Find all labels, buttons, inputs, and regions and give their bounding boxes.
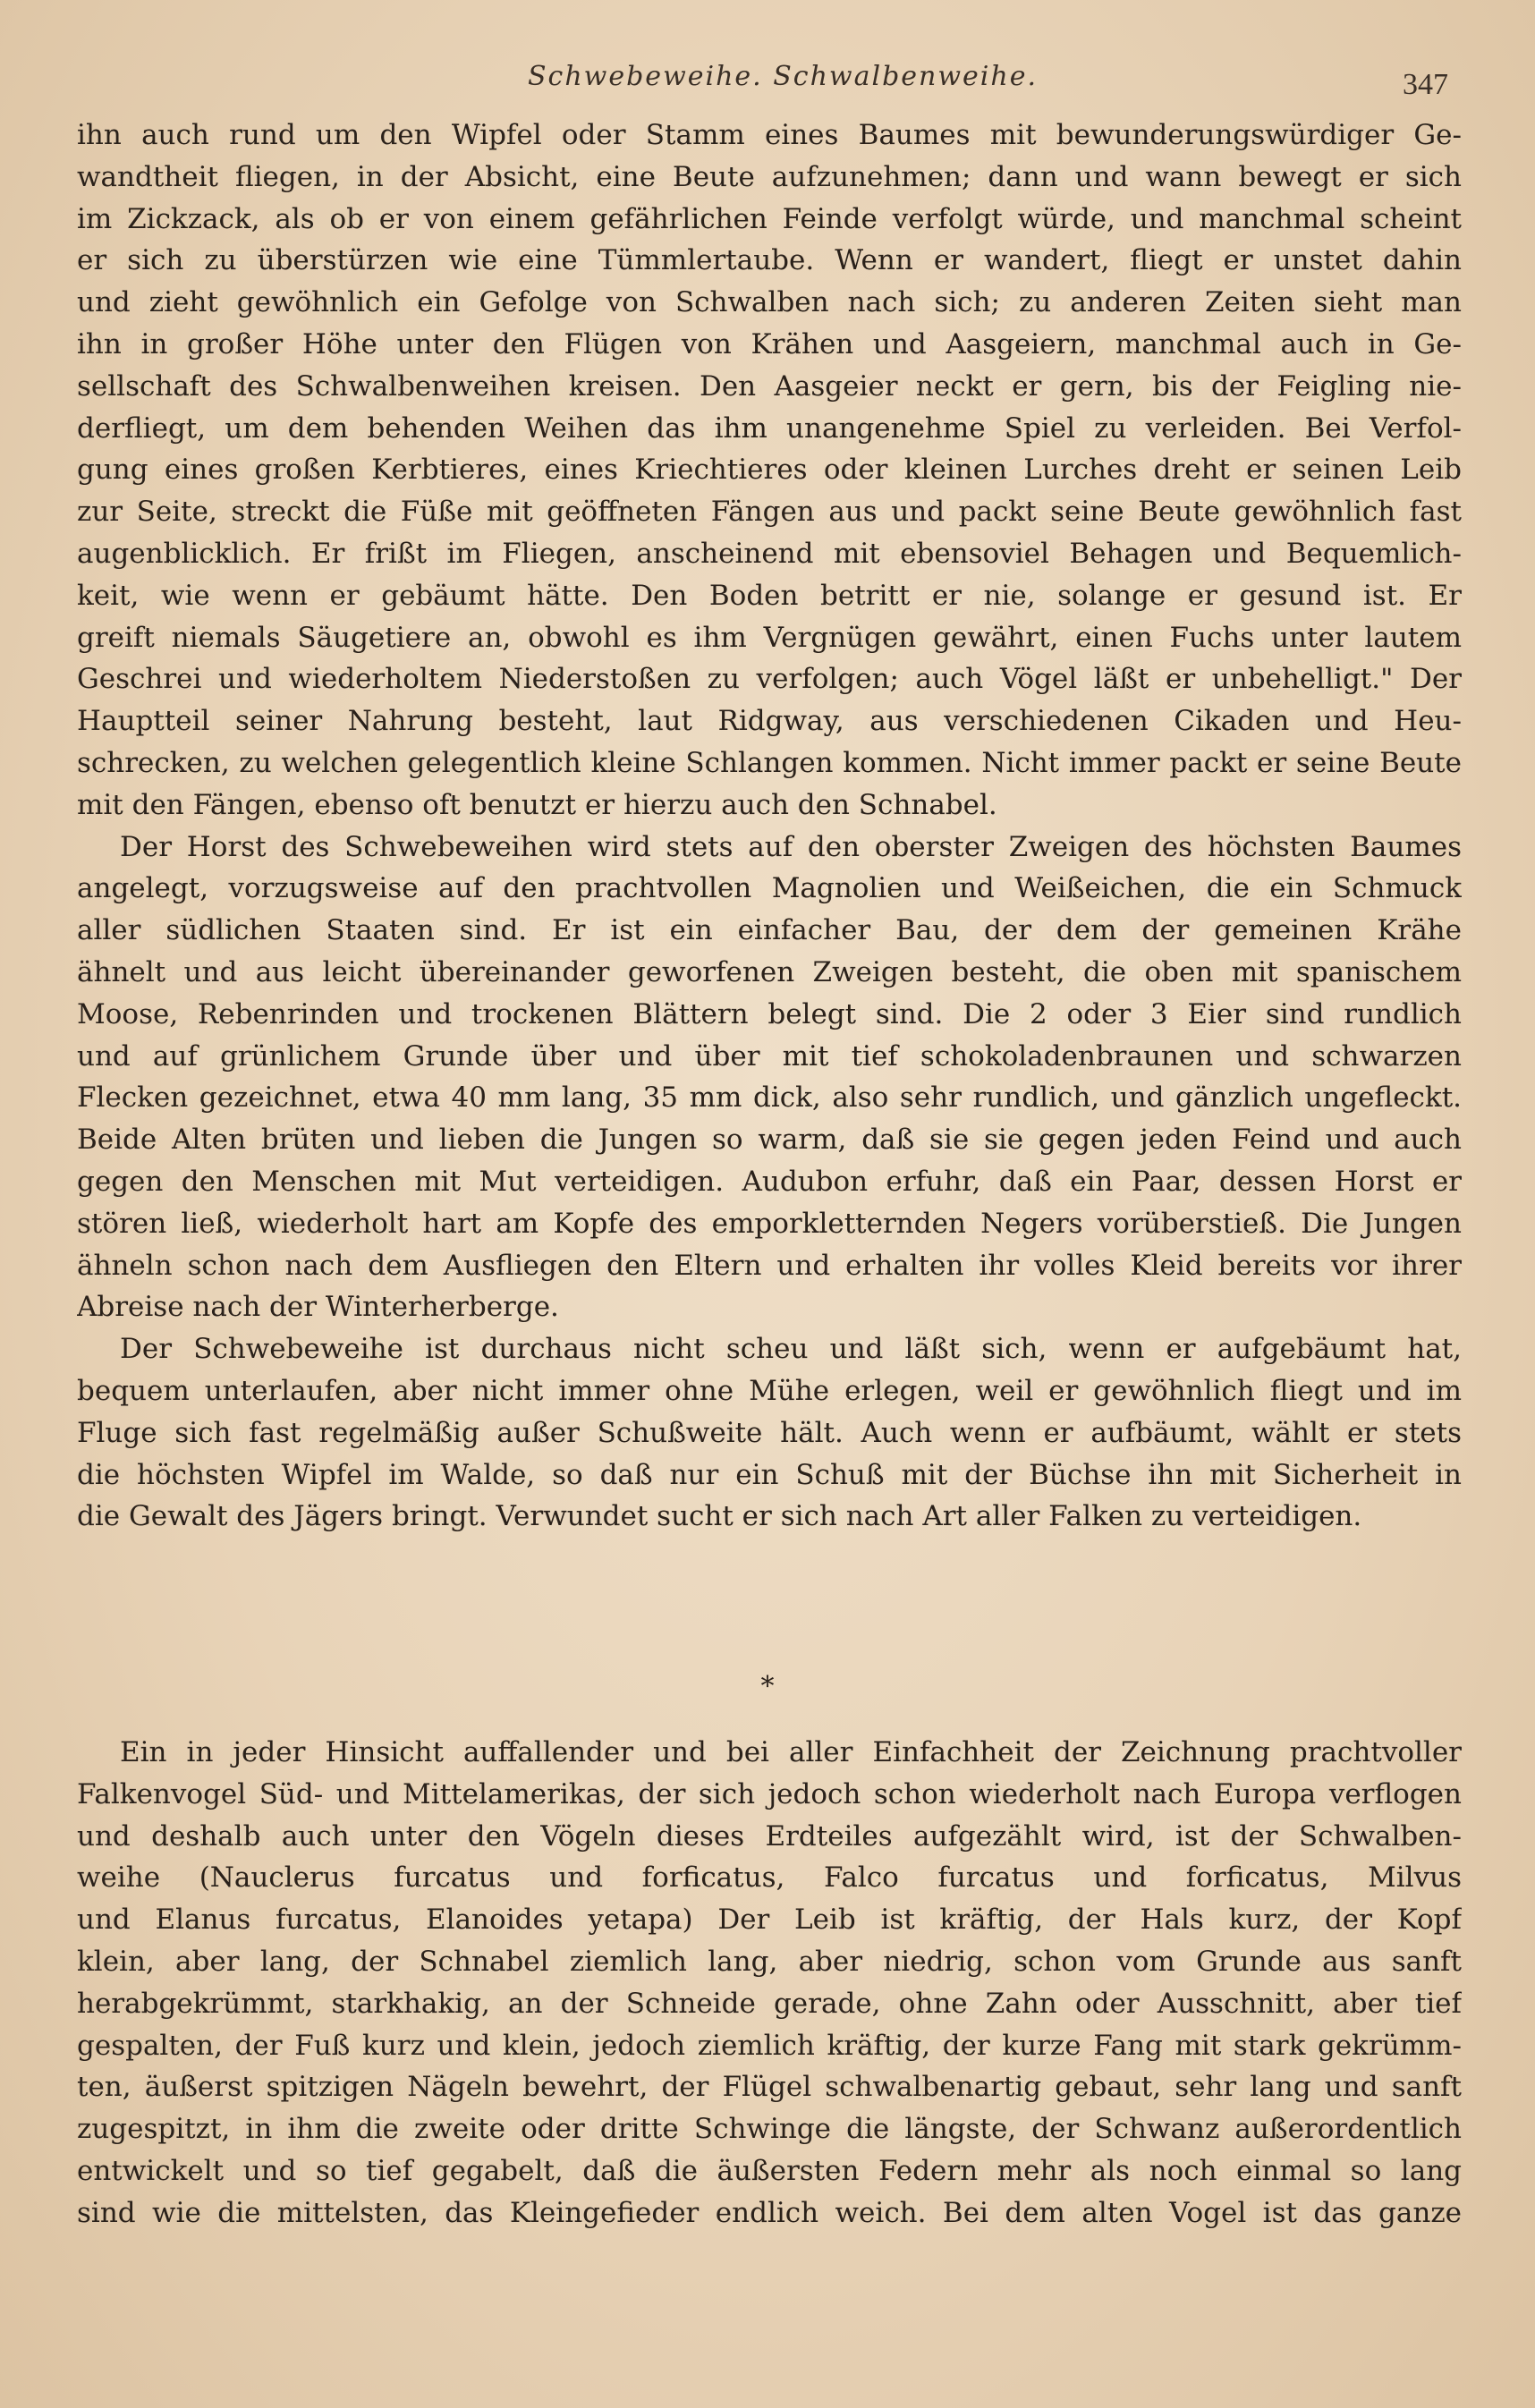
text-line: Der Schwebeweihe ist durchaus nicht scheu und läßt sich, wenn er aufgebäumt hat, — [120, 1333, 1462, 1366]
section-separator: * — [760, 1671, 775, 1702]
text-line: herabgekrümmt, starkhakig, an der Schneide gerade, ohne Zahn oder Ausschnitt, aber tief — [77, 1987, 1462, 2020]
text-line: im Zickzack, als ob er von einem gefährlichen Feinde verfolgt würde, und manchmal scheint — [77, 202, 1462, 235]
text-line: gung eines großen Kerbtieres, eines Kriechtieres oder kleinen Lurches dreht er seinen Leib — [77, 454, 1462, 487]
text-line: entwickelt und so tief gegabelt, daß die äußersten Federn mehr als noch einmal so lang — [77, 2154, 1462, 2187]
text-line: und Elanus furcatus, Elanoides yetapa) Der Leib ist kräftig, der Hals kurz, der Kopf — [77, 1904, 1462, 1937]
text-line: sind wie die mittelsten, das Kleingefieder endlich weich. Bei dem alten Vogel ist das ganze — [77, 2196, 1462, 2229]
running-head — [0, 55, 1535, 100]
text-line: ten, äußerst spitzigen Nägeln bewehrt, der Flügel schwalbenartig gebaut, sehr lang und sanft — [77, 2071, 1462, 2104]
text-line: derfliegt, um dem behenden Weihen das ihm unangenehme Spiel zu verleiden. Bei Verfol- — [77, 411, 1462, 445]
text-line: Ein in jeder Hinsicht auffallender und bei aller Einfachheit der Zeichnung prachtvoller — [120, 1736, 1462, 1768]
text-line: die Gewalt des Jägers bringt. Verwundet sucht er sich nach Art aller Falken zu verteidigen. — [77, 1500, 1362, 1533]
text-line: Abreise nach der Winterherberge. — [77, 1291, 559, 1324]
text-line: ihn auch rund um den Wipfel oder Stamm eines Baumes mit bewunderungswürdiger Ge- — [77, 119, 1462, 151]
text-line: Flecken gezeichnet, etwa 40 mm lang, 35 mm dick, also sehr rundlich, und gänzlich ungefleckt. — [77, 1081, 1462, 1115]
text-line: und zieht gewöhnlich ein Gefolge von Schwalben nach sich; zu anderen Zeiten sieht man — [77, 286, 1462, 319]
text-line: er sich zu überstürzen wie eine Tümmlertaube. Wenn er wandert, fliegt er unstet dahin — [77, 244, 1462, 277]
text-line: Falkenvogel Süd- und Mittelamerikas, der sich jedoch schon wiederholt nach Europa verflogen — [77, 1777, 1462, 1810]
text-line: Moose, Rebenrinden und trockenen Blättern belegt sind. Die 2 oder 3 Eier sind rundlich — [77, 997, 1462, 1030]
running-title: Schwebeweihe. Schwalbenweihe. — [528, 61, 1038, 92]
text-line: gespalten, der Fuß kurz und klein, jedoch ziemlich kräftig, der kurze Fang mit stark gekrümm- — [77, 2029, 1462, 2062]
text-line: wandtheit fliegen, in der Absicht, eine Beute aufzunehmen; dann und wann bewegt er sich — [77, 160, 1462, 193]
page-number: 347 — [1403, 68, 1448, 101]
text-line: Hauptteil seiner Nahrung besteht, laut Ridgway, aus verschiedenen Cikaden und Heu- — [77, 705, 1462, 738]
text-line: schrecken, zu welchen gelegentlich kleine Schlangen kommen. Nicht immer packt er seine Beute — [77, 746, 1462, 779]
text-line: Der Horst des Schwebeweihen wird stets auf den oberster Zweigen des höchsten Baumes — [120, 830, 1462, 863]
text-line: und deshalb auch unter den Vögeln dieses Erdteiles aufgezählt wird, ist der Schwalben- — [77, 1819, 1462, 1853]
text-line: die höchsten Wipfel im Walde, so daß nur ein Schuß mit der Büchse ihn mit Sicherheit in — [77, 1458, 1462, 1491]
text-line: Beide Alten brüten und lieben die Jungen so warm, daß sie sie gegen jeden Feind und auch — [77, 1123, 1462, 1157]
text-line: sellschaft des Schwalbenweihen kreisen. Den Aasgeier neckt er gern, bis der Feigling nie- — [77, 369, 1462, 403]
text-line: greift niemals Säugetiere an, obwohl es ihm Vergnügen gewährt, einen Fuchs unter lautem — [77, 621, 1462, 654]
text-line: ihn in großer Höhe unter den Flügen von Krähen und Aasgeiern, manchmal auch in Ge- — [77, 327, 1462, 360]
text-line: stören ließ, wiederholt hart am Kopfe des emporkletternden Negers vorüberstieß. Die Jungen — [77, 1207, 1462, 1240]
text-line: Geschrei und wiederholtem Niederstoßen zu verfolgen; auch Vögel läßt er unbehelligt." Der — [77, 663, 1462, 696]
text-line: klein, aber lang, der Schnabel ziemlich lang, aber niedrig, schon vom Grunde aus sanft — [77, 1945, 1462, 1978]
text-line: keit, wie wenn er gebäumt hätte. Den Boden betritt er nie, solange er gesund ist. Er — [77, 579, 1462, 612]
text-line: zugespitzt, in ihm die zweite oder dritte Schwinge die längste, der Schwanz außerordentlich — [77, 2113, 1462, 2146]
body-text-upper — [77, 114, 1462, 1538]
text-line: und auf grünlichem Grunde über und über mit tief schokoladenbraunen und schwarzen — [77, 1039, 1462, 1073]
text-line: ähneln schon nach dem Ausfliegen den Eltern und erhalten ihr volles Kleid bereits vor ihrer — [77, 1249, 1462, 1282]
text-line: ähnelt und aus leicht übereinander geworfenen Zweigen besteht, die oben mit spanischem — [77, 955, 1462, 988]
text-line: bequem unterlaufen, aber nicht immer ohne Mühe erlegen, weil er gewöhnlich fliegt und im — [77, 1374, 1462, 1407]
text-line: aller südlichen Staaten sind. Er ist ein einfacher Bau, der dem der gemeinen Krähe — [77, 914, 1462, 947]
text-line: angelegt, vorzugsweise auf den prachtvollen Magnolien und Weißeichen, die ein Schmuck — [77, 872, 1462, 905]
text-line: gegen den Menschen mit Mut verteidigen. Audubon erfuhr, daß ein Paar, dessen Horst er — [77, 1165, 1462, 1198]
text-line: weihe (Nauclerus furcatus und forficatus, Falco furcatus und forficatus, Milvus — [77, 1861, 1462, 1895]
text-line: Fluge sich fast regelmäßig außer Schußweite hält. Auch wenn er aufbäumt, wählt er stets — [77, 1416, 1462, 1449]
body-text-lower — [77, 1732, 1462, 2234]
text-line: zur Seite, streckt die Füße mit geöffneten Fängen aus und packt seine Beute gewöhnlich fast — [77, 496, 1462, 529]
text-line: mit den Fängen, ebenso oft benutzt er hierzu auch den Schnabel. — [77, 788, 997, 821]
text-line: augenblicklich. Er frißt im Fliegen, anscheinend mit ebensoviel Behagen und Bequemlich- — [77, 537, 1462, 570]
